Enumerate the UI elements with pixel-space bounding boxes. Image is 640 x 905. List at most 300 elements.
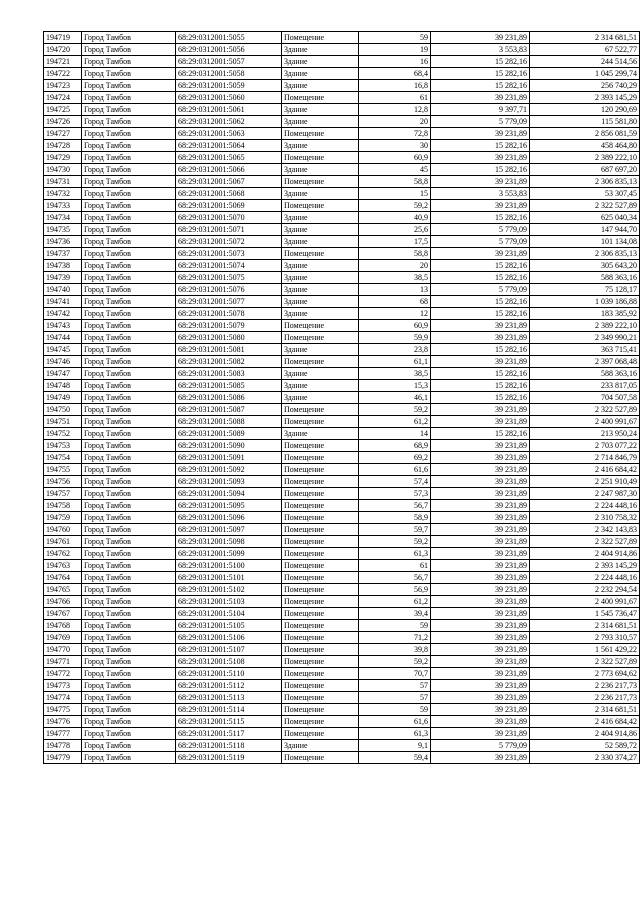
cadastral-number-cell: 68:29:0312001:5082 [176,356,282,368]
table-row [44,92,640,104]
cadastral-value-cell: 1 561 429,22 [530,644,640,656]
object-type-cell: Помещение [282,572,359,584]
cadastral-number-cell: 68:29:0312001:5094 [176,488,282,500]
object-type-cell: Здание [282,80,359,92]
specific-value-cell: 39 231,89 [431,704,530,716]
cadastral-value-cell: 2 400 991,67 [530,416,640,428]
cadastral-value-cell: 2 236 217,73 [530,692,640,704]
cadastral-value-cell: 2 389 222,10 [530,152,640,164]
specific-value-cell: 39 231,89 [431,440,530,452]
record-number-cell: 194750 [44,404,82,416]
table-row [44,236,640,248]
area-cell: 59,7 [359,524,431,536]
city-cell: Город Тамбов [82,392,176,404]
cadastral-number-cell: 68:29:0312001:5091 [176,452,282,464]
object-type-cell: Помещение [282,416,359,428]
city-cell: Город Тамбов [82,476,176,488]
specific-value-cell: 39 231,89 [431,752,530,764]
table-row [44,308,640,320]
cadastral-value-cell: 233 817,05 [530,380,640,392]
area-cell: 46,1 [359,392,431,404]
area-cell: 13 [359,284,431,296]
record-number-cell: 194728 [44,140,82,152]
specific-value-cell: 15 282,16 [431,272,530,284]
table-row [44,356,640,368]
object-type-cell: Помещение [282,500,359,512]
object-type-cell: Помещение [282,440,359,452]
table-row [44,128,640,140]
cadastral-value-cell: 147 944,70 [530,224,640,236]
specific-value-cell: 39 231,89 [431,488,530,500]
table-row [44,140,640,152]
city-cell: Город Тамбов [82,248,176,260]
specific-value-cell: 15 282,16 [431,212,530,224]
city-cell: Город Тамбов [82,572,176,584]
city-cell: Город Тамбов [82,272,176,284]
cadastral-number-cell: 68:29:0312001:5076 [176,284,282,296]
object-type-cell: Помещение [282,680,359,692]
area-cell: 59,2 [359,200,431,212]
object-type-cell: Здание [282,44,359,56]
specific-value-cell: 39 231,89 [431,584,530,596]
city-cell: Город Тамбов [82,344,176,356]
city-cell: Город Тамбов [82,416,176,428]
object-type-cell: Помещение [282,488,359,500]
table-row [44,680,640,692]
cadastral-value-cell: 183 385,92 [530,308,640,320]
table-row [44,452,640,464]
specific-value-cell: 39 231,89 [431,572,530,584]
cadastral-number-cell: 68:29:0312001:5062 [176,116,282,128]
cadastral-number-cell: 68:29:0312001:5099 [176,548,282,560]
specific-value-cell: 3 553,83 [431,44,530,56]
object-type-cell: Здание [282,284,359,296]
cadastral-value-cell: 2 322 527,89 [530,536,640,548]
record-number-cell: 194756 [44,476,82,488]
cadastral-value-cell: 2 393 145,29 [530,92,640,104]
city-cell: Город Тамбов [82,164,176,176]
cadastral-value-cell: 2 856 081,59 [530,128,640,140]
cadastral-number-cell: 68:29:0312001:5096 [176,512,282,524]
object-type-cell: Помещение [282,452,359,464]
table-row [44,164,640,176]
object-type-cell: Помещение [282,704,359,716]
table-row [44,392,640,404]
area-cell: 60,9 [359,152,431,164]
object-type-cell: Здание [282,164,359,176]
record-number-cell: 194766 [44,596,82,608]
record-number-cell: 194727 [44,128,82,140]
specific-value-cell: 39 231,89 [431,536,530,548]
cadastral-value-cell: 2 416 684,42 [530,716,640,728]
cadastral-value-cell: 2 236 217,73 [530,680,640,692]
area-cell: 59 [359,620,431,632]
city-cell: Город Тамбов [82,296,176,308]
record-number-cell: 194742 [44,308,82,320]
cadastral-number-cell: 68:29:0312001:5095 [176,500,282,512]
record-number-cell: 194771 [44,656,82,668]
cadastral-number-cell: 68:29:0312001:5087 [176,404,282,416]
record-number-cell: 194755 [44,464,82,476]
object-type-cell: Помещение [282,512,359,524]
cadastral-number-cell: 68:29:0312001:5069 [176,200,282,212]
area-cell: 57 [359,692,431,704]
cadastral-number-cell: 68:29:0312001:5080 [176,332,282,344]
cadastral-number-cell: 68:29:0312001:5060 [176,92,282,104]
cadastral-number-cell: 68:29:0312001:5113 [176,692,282,704]
cadastral-number-cell: 68:29:0312001:5110 [176,668,282,680]
area-cell: 40,9 [359,212,431,224]
area-cell: 60,9 [359,320,431,332]
specific-value-cell: 15 282,16 [431,80,530,92]
table-row [44,620,640,632]
specific-value-cell: 39 231,89 [431,716,530,728]
cadastral-value-cell: 75 128,17 [530,284,640,296]
specific-value-cell: 39 231,89 [431,512,530,524]
object-type-cell: Здание [282,308,359,320]
city-cell: Город Тамбов [82,440,176,452]
area-cell: 38,5 [359,368,431,380]
area-cell: 59,2 [359,404,431,416]
cadastral-value-cell: 2 342 143,83 [530,524,640,536]
specific-value-cell: 15 282,16 [431,344,530,356]
cadastral-number-cell: 68:29:0312001:5056 [176,44,282,56]
cadastral-number-cell: 68:29:0312001:5085 [176,380,282,392]
cadastral-number-cell: 68:29:0312001:5055 [176,32,282,44]
cadastral-number-cell: 68:29:0312001:5106 [176,632,282,644]
specific-value-cell: 39 231,89 [431,464,530,476]
cadastral-value-cell: 2 404 914,86 [530,728,640,740]
cadastral-number-cell: 68:29:0312001:5078 [176,308,282,320]
object-type-cell: Помещение [282,692,359,704]
specific-value-cell: 15 282,16 [431,140,530,152]
cadastral-number-cell: 68:29:0312001:5081 [176,344,282,356]
table-row [44,608,640,620]
record-number-cell: 194748 [44,380,82,392]
specific-value-cell: 5 779,09 [431,284,530,296]
table-row [44,272,640,284]
area-cell: 16,8 [359,80,431,92]
city-cell: Город Тамбов [82,404,176,416]
object-type-cell: Помещение [282,152,359,164]
object-type-cell: Здание [282,116,359,128]
table-row [44,344,640,356]
area-cell: 61,2 [359,416,431,428]
area-cell: 16 [359,56,431,68]
cadastral-number-cell: 68:29:0312001:5098 [176,536,282,548]
table-row [44,404,640,416]
specific-value-cell: 15 282,16 [431,308,530,320]
object-type-cell: Помещение [282,584,359,596]
cadastral-number-cell: 68:29:0312001:5058 [176,68,282,80]
specific-value-cell: 39 231,89 [431,692,530,704]
specific-value-cell: 5 779,09 [431,236,530,248]
area-cell: 39,4 [359,608,431,620]
record-number-cell: 194765 [44,584,82,596]
table-row [44,440,640,452]
area-cell: 20 [359,116,431,128]
cadastral-number-cell: 68:29:0312001:5104 [176,608,282,620]
object-type-cell: Помещение [282,656,359,668]
cadastral-number-cell: 68:29:0312001:5090 [176,440,282,452]
cadastral-number-cell: 68:29:0312001:5119 [176,752,282,764]
specific-value-cell: 39 231,89 [431,668,530,680]
area-cell: 70,7 [359,668,431,680]
object-type-cell: Помещение [282,248,359,260]
cadastral-number-cell: 68:29:0312001:5061 [176,104,282,116]
area-cell: 59,4 [359,752,431,764]
record-number-cell: 194759 [44,512,82,524]
record-number-cell: 194743 [44,320,82,332]
cadastral-value-cell: 244 514,56 [530,56,640,68]
object-type-cell: Помещение [282,608,359,620]
table-row [44,116,640,128]
specific-value-cell: 15 282,16 [431,68,530,80]
record-number-cell: 194769 [44,632,82,644]
specific-value-cell: 39 231,89 [431,608,530,620]
record-number-cell: 194747 [44,368,82,380]
cadastral-value-cell: 53 307,45 [530,188,640,200]
area-cell: 20 [359,260,431,272]
table-row [44,464,640,476]
cadastral-value-cell: 363 715,41 [530,344,640,356]
table-row [44,488,640,500]
table-row [44,416,640,428]
cadastral-number-cell: 68:29:0312001:5088 [176,416,282,428]
cadastral-number-cell: 68:29:0312001:5077 [176,296,282,308]
record-number-cell: 194741 [44,296,82,308]
table-row [44,152,640,164]
cadastral-number-cell: 68:29:0312001:5097 [176,524,282,536]
area-cell: 38,5 [359,272,431,284]
record-number-cell: 194761 [44,536,82,548]
record-number-cell: 194731 [44,176,82,188]
object-type-cell: Помещение [282,524,359,536]
city-cell: Город Тамбов [82,116,176,128]
cadastral-value-cell: 588 363,16 [530,272,640,284]
record-number-cell: 194754 [44,452,82,464]
table-row [44,260,640,272]
object-type-cell: Здание [282,272,359,284]
record-number-cell: 194767 [44,608,82,620]
city-cell: Город Тамбов [82,680,176,692]
area-cell: 30 [359,140,431,152]
area-cell: 71,2 [359,632,431,644]
object-type-cell: Помещение [282,632,359,644]
table-row [44,428,640,440]
cadastral-value-table [43,31,640,764]
cadastral-value-cell: 2 397 068,48 [530,356,640,368]
specific-value-cell: 39 231,89 [431,644,530,656]
object-type-cell: Помещение [282,176,359,188]
table-row [44,200,640,212]
object-type-cell: Здание [282,380,359,392]
area-cell: 12 [359,308,431,320]
record-number-cell: 194737 [44,248,82,260]
table-row [44,632,640,644]
cadastral-number-cell: 68:29:0312001:5075 [176,272,282,284]
city-cell: Город Тамбов [82,464,176,476]
record-number-cell: 194763 [44,560,82,572]
city-cell: Город Тамбов [82,284,176,296]
cadastral-number-cell: 68:29:0312001:5079 [176,320,282,332]
cadastral-value-cell: 1 545 736,47 [530,608,640,620]
cadastral-value-cell: 2 393 145,29 [530,560,640,572]
cadastral-number-cell: 68:29:0312001:5083 [176,368,282,380]
specific-value-cell: 39 231,89 [431,356,530,368]
object-type-cell: Помещение [282,200,359,212]
city-cell: Город Тамбов [82,536,176,548]
object-type-cell: Здание [282,140,359,152]
cadastral-number-cell: 68:29:0312001:5086 [176,392,282,404]
specific-value-cell: 39 231,89 [431,680,530,692]
object-type-cell: Помещение [282,716,359,728]
cadastral-value-cell: 115 581,80 [530,116,640,128]
object-type-cell: Здание [282,740,359,752]
area-cell: 14 [359,428,431,440]
cadastral-value-cell: 2 251 910,49 [530,476,640,488]
city-cell: Город Тамбов [82,668,176,680]
area-cell: 17,5 [359,236,431,248]
area-cell: 59,2 [359,656,431,668]
record-number-cell: 194720 [44,44,82,56]
city-cell: Город Тамбов [82,512,176,524]
cadastral-number-cell: 68:29:0312001:5105 [176,620,282,632]
record-number-cell: 194774 [44,692,82,704]
specific-value-cell: 39 231,89 [431,452,530,464]
area-cell: 61 [359,92,431,104]
cadastral-number-cell: 68:29:0312001:5103 [176,596,282,608]
table-row [44,44,640,56]
object-type-cell: Здание [282,260,359,272]
city-cell: Город Тамбов [82,368,176,380]
cadastral-number-cell: 68:29:0312001:5100 [176,560,282,572]
table-row [44,248,640,260]
cadastral-value-cell: 2 224 448,16 [530,572,640,584]
cadastral-value-cell: 52 589,72 [530,740,640,752]
cadastral-number-cell: 68:29:0312001:5107 [176,644,282,656]
area-cell: 58,8 [359,176,431,188]
city-cell: Город Тамбов [82,308,176,320]
specific-value-cell: 39 231,89 [431,656,530,668]
cadastral-number-cell: 68:29:0312001:5102 [176,584,282,596]
specific-value-cell: 15 282,16 [431,368,530,380]
cadastral-number-cell: 68:29:0312001:5092 [176,464,282,476]
table-row [44,584,640,596]
cadastral-number-cell: 68:29:0312001:5064 [176,140,282,152]
table-row [44,524,640,536]
table-row [44,68,640,80]
area-cell: 59,2 [359,536,431,548]
city-cell: Город Тамбов [82,32,176,44]
specific-value-cell: 39 231,89 [431,128,530,140]
record-number-cell: 194760 [44,524,82,536]
table-row [44,548,640,560]
specific-value-cell: 39 231,89 [431,596,530,608]
table-row [44,644,640,656]
object-type-cell: Помещение [282,548,359,560]
area-cell: 61,2 [359,596,431,608]
city-cell: Город Тамбов [82,152,176,164]
cadastral-number-cell: 68:29:0312001:5101 [176,572,282,584]
cadastral-number-cell: 68:29:0312001:5114 [176,704,282,716]
record-number-cell: 194723 [44,80,82,92]
record-number-cell: 194745 [44,344,82,356]
record-number-cell: 194734 [44,212,82,224]
object-type-cell: Помещение [282,728,359,740]
cadastral-value-cell: 67 522,77 [530,44,640,56]
specific-value-cell: 15 282,16 [431,392,530,404]
area-cell: 15 [359,188,431,200]
object-type-cell: Помещение [282,32,359,44]
record-number-cell: 194777 [44,728,82,740]
cadastral-number-cell: 68:29:0312001:5112 [176,680,282,692]
cadastral-number-cell: 68:29:0312001:5068 [176,188,282,200]
table-row [44,728,640,740]
cadastral-value-cell: 625 040,34 [530,212,640,224]
city-cell: Город Тамбов [82,656,176,668]
record-number-cell: 194736 [44,236,82,248]
city-cell: Город Тамбов [82,584,176,596]
city-cell: Город Тамбов [82,320,176,332]
record-number-cell: 194740 [44,284,82,296]
object-type-cell: Помещение [282,476,359,488]
area-cell: 61,6 [359,716,431,728]
object-type-cell: Помещение [282,464,359,476]
object-type-cell: Помещение [282,560,359,572]
city-cell: Город Тамбов [82,644,176,656]
object-type-cell: Здание [282,224,359,236]
area-cell: 19 [359,44,431,56]
cadastral-number-cell: 68:29:0312001:5089 [176,428,282,440]
city-cell: Город Тамбов [82,620,176,632]
record-number-cell: 194733 [44,200,82,212]
record-number-cell: 194770 [44,644,82,656]
table-row [44,332,640,344]
record-number-cell: 194751 [44,416,82,428]
cadastral-number-cell: 68:29:0312001:5066 [176,164,282,176]
specific-value-cell: 15 282,16 [431,380,530,392]
record-number-cell: 194730 [44,164,82,176]
table-row [44,368,640,380]
object-type-cell: Здание [282,368,359,380]
object-type-cell: Здание [282,212,359,224]
table-row [44,656,640,668]
cadastral-number-cell: 68:29:0312001:5118 [176,740,282,752]
city-cell: Город Тамбов [82,740,176,752]
object-type-cell: Помещение [282,668,359,680]
object-type-cell: Помещение [282,356,359,368]
cadastral-value-cell: 2 314 681,51 [530,620,640,632]
table-row [44,380,640,392]
cadastral-value-cell: 2 703 077,22 [530,440,640,452]
table-row [44,476,640,488]
specific-value-cell: 39 231,89 [431,548,530,560]
cadastral-value-cell: 2 773 694,62 [530,668,640,680]
city-cell: Город Тамбов [82,452,176,464]
area-cell: 72,8 [359,128,431,140]
cadastral-number-cell: 68:29:0312001:5063 [176,128,282,140]
area-cell: 59 [359,704,431,716]
specific-value-cell: 39 231,89 [431,176,530,188]
cadastral-number-cell: 68:29:0312001:5057 [176,56,282,68]
cadastral-value-cell: 2 314 681,51 [530,32,640,44]
record-number-cell: 194762 [44,548,82,560]
cadastral-number-cell: 68:29:0312001:5071 [176,224,282,236]
record-number-cell: 194744 [44,332,82,344]
cadastral-number-cell: 68:29:0312001:5117 [176,728,282,740]
record-number-cell: 194739 [44,272,82,284]
